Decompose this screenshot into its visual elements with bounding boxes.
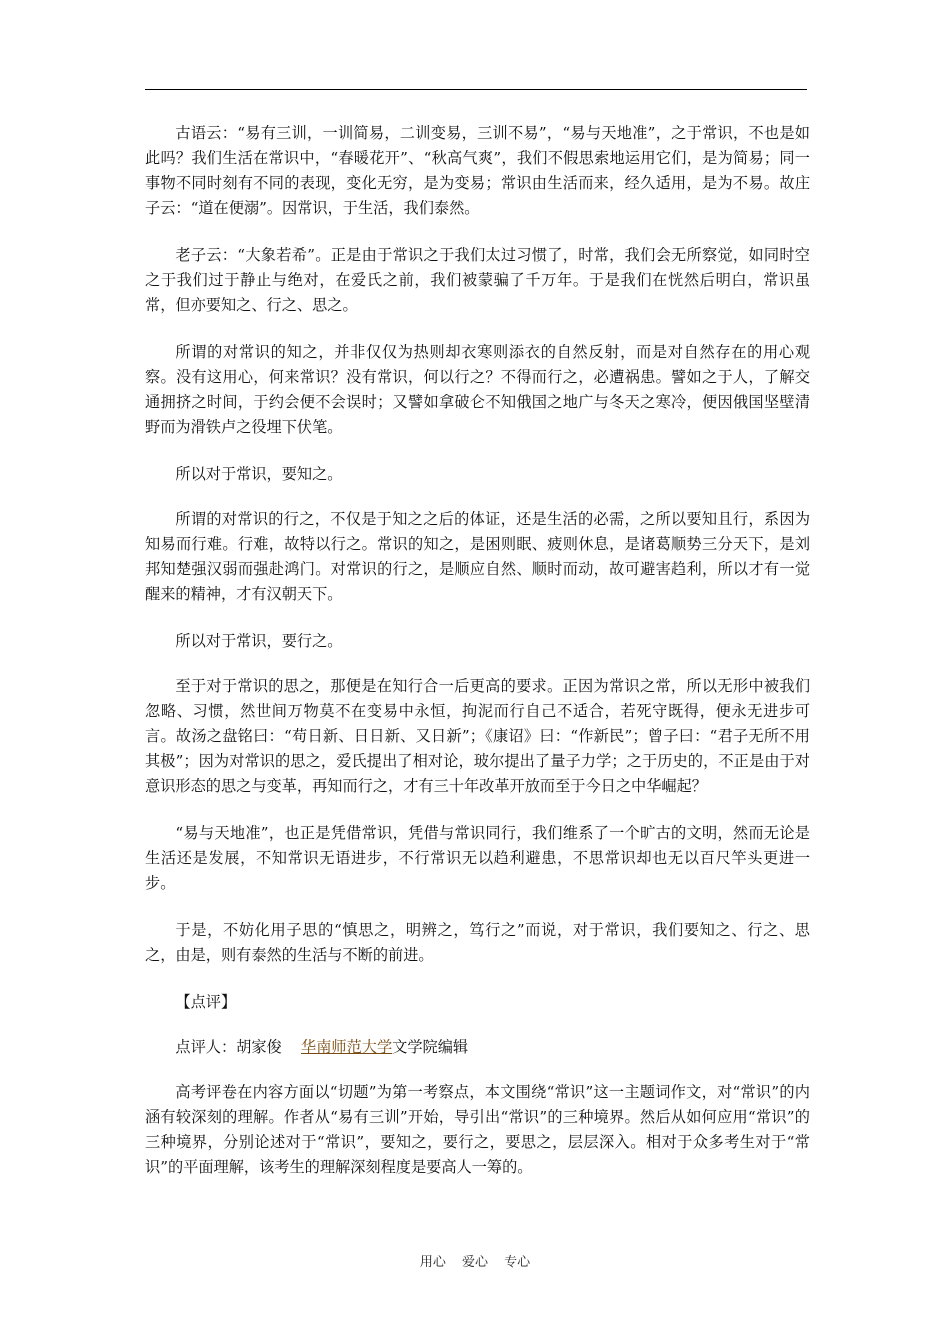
paragraph-3: 所谓的对常识的知之，并非仅仅为热则却衣寒则添衣的自然反射，而是对自然存在的用心观察。没有这用心，何来常识？没有常识，何以行之？不得而行之，必遭祸患。譬如之于人，了解交通拥挤之时间，于约会便不会误时；又譬如拿破仑不知俄国之地广与冬天之寒冷，便因俄国坚壁清野而为滑铁卢之役埋下伏笔。: [145, 343, 810, 436]
review-heading: 【点评】: [175, 993, 237, 1011]
page-footer: 用心 爱心 专心: [419, 1255, 531, 1270]
paragraph-9: 于是，不妨化用子思的“慎思之，明辨之，笃行之”而说，对于常识，我们要知之、行之、思之，由是，则有泰然的生活与不断的前进。: [145, 921, 810, 964]
reviewer-line: [145, 1035, 810, 1060]
header-rule: [145, 89, 807, 90]
review-text: 高考评卷在内容方面以“切题”为第一考察点，本文围绕“常识”这一主题词作文，对“常识”的内涵有较深刻的理解。作者从“易有三训”开始，导引出“常识”的三种境界。然后从如何应用“常识”的三种境界，分别论述对于“常识”，要知之，要行之，要思之，层层深入。相对于众多考生对于“常识”的平面理解，该考生的理解深刻程度是要高人一筹的。: [145, 1083, 810, 1176]
paragraph-4: 所以对于常识，要知之。: [175, 465, 343, 483]
paragraph-8: “易与天地准”，也正是凭借常识，凭借与常识同行，我们维系了一个旷古的文明，然而无论是生活还是发展，不知常识无语进步，不行常识无以趋利避患，不思常识却也无以百尺竿头更进一步。: [145, 824, 810, 892]
paragraph-2: 老子云：“大象若希”。正是由于常识之于我们太过习惯了，时常，我们会无所察觉，如同时空之于我们过于静止与绝对，在爱氏之前，我们被蒙骗了千万年。于是我们在恍然后明白，常识虽常，但亦要知之、行之、思之。: [145, 246, 810, 314]
paragraph-1: 古语云：“易有三训，一训简易，二训变易，三训不易”，“易与天地准”，之于常识，不也是如此吗？我们生活在常识中，“春暖花开”、“秋高气爽”，我们不假思索地运用它们，是为简易；同一事物不同时刻有不同的表现，变化无穷，是为变易；常识由生活而来，经久适用，是为不易。故庄子云：“道在便溺”。因常识，于生活，我们泰然。: [145, 124, 810, 217]
reviewer-prefix: 点评人：胡家俊: [175, 1038, 282, 1056]
article-body: [145, 121, 810, 1202]
paragraph-7: 至于对于常识的思之，那便是在知行合一后更高的要求。正因为常识之常，所以无形中被我们忽略、习惯，然世间万物莫不在变易中永恒，拘泥而行自己不适合，若死守既得，便永无进步可言。故汤之盘铭曰：“苟日新、日日新、又日新”；《康诏》曰：“作新民”；曾子曰：“君子无所不用其极”；因为对常识的思之，爱氏提出了相对论，玻尔提出了量子力学；之于历史的，不正是由于对意识形态的思之与变革，再知而行之，才有三十年改革开放而至于今日之中华崛起？: [145, 677, 810, 795]
university-link[interactable]: 华南师范大学: [301, 1038, 393, 1056]
paragraph-5: 所谓的对常识的行之，不仅是于知之之后的体证，还是生活的必需，之所以要知且行，系因为知易而行难。行难，故特以行之。常识的知之，是困则眠、疲则休息，是诸葛顺势三分天下，是刘邦知楚强汉弱而强赴鸿门。对常识的行之，是顺应自然、顺时而动，故可避害趋利，所以才有一觉醒来的精神，才有汉朝天下。: [145, 510, 810, 603]
reviewer-suffix: 文学院编辑: [392, 1038, 469, 1056]
paragraph-6: 所以对于常识，要行之。: [175, 632, 343, 650]
